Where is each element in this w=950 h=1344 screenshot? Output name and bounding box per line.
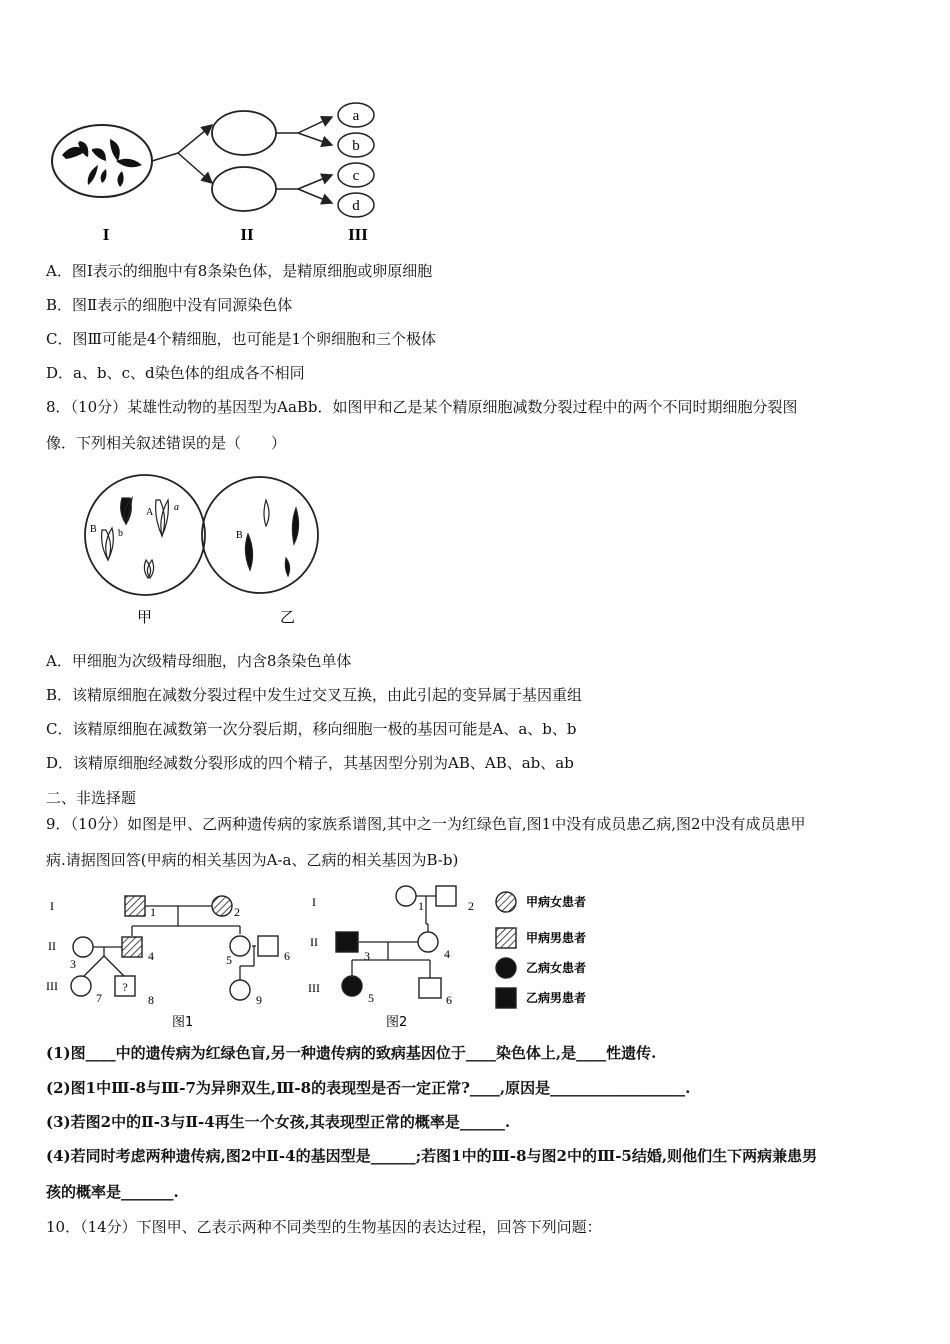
caption-fig2: 图2 xyxy=(386,1015,408,1030)
gene-label-a: a xyxy=(174,502,179,513)
gene-label-b: b xyxy=(118,528,123,539)
pedigree2-II-3 xyxy=(336,932,358,952)
q7-option-c: C．图Ⅲ可能是4个精细胞，也可能是1个卵细胞和三个极体 xyxy=(46,330,437,348)
num-4: 4 xyxy=(148,949,154,963)
q7-option-b: B．图Ⅱ表示的细胞中没有同源染色体 xyxy=(46,296,293,314)
unknown-mark: ? xyxy=(122,980,128,994)
num-5: 5 xyxy=(226,953,232,967)
pedigree1-I-1 xyxy=(125,896,145,916)
pedigree2-II-4 xyxy=(418,932,438,952)
cell-label-b: b xyxy=(352,138,360,154)
caption-yi: 乙 xyxy=(280,608,296,626)
caption-fig1: 图1 xyxy=(172,1015,194,1030)
legend-jia-female-symbol xyxy=(496,892,516,912)
q7-option-d: D．a、b、c、d染色体的组成各不相同 xyxy=(46,364,305,382)
legend-jia-male: 甲病男患者 xyxy=(526,931,587,945)
cell-jia xyxy=(85,475,205,595)
pedigree-2 xyxy=(306,880,486,1032)
pedigree1-II-3 xyxy=(73,937,93,957)
section-title: 二、非选择题 xyxy=(46,789,137,807)
num-9: 9 xyxy=(256,993,262,1007)
chromosomes-jia xyxy=(102,498,169,578)
stage-label-II: II xyxy=(240,225,254,244)
num-2: 2 xyxy=(234,905,240,919)
q9-stem-line2: 病.请据图回答(甲病的相关基因为A-a、乙病的相关基因为B-b) xyxy=(46,851,459,869)
num2-5: 5 xyxy=(368,991,374,1005)
legend-yi-female-symbol xyxy=(496,958,516,978)
q9-sub-1: (1)图____中的遗传病为红绿色盲,另一种遗传病的致病基因位于____染色体上,是____性遗传. xyxy=(46,1044,657,1062)
legend-jia-female: 甲病女患者 xyxy=(526,895,587,909)
pedigree1-III-9 xyxy=(230,980,250,1000)
chromosomes-yi xyxy=(245,500,298,576)
q8-option-b: B．该精原细胞在减数分裂过程中发生过交叉互换，由此引起的变异属于基因重组 xyxy=(46,686,583,704)
q9-sub-4-cont: 孩的概率是_______. xyxy=(46,1183,179,1201)
q9-stem-line1: 9．（10分）如图是甲、乙两种遗传病的家族系谱图,其中之一为红绿色盲,图1中没有成员患乙病,图2中没有成员患甲 xyxy=(46,815,806,833)
q8-stem-line1: 8．（10分）某雄性动物的基因型为AaBb．如图甲和乙是某个精原细胞减数分裂过程中的两个不同时期细胞分裂图 xyxy=(46,398,798,416)
num2-2: 2 xyxy=(468,899,474,913)
gen2-label-III: III xyxy=(308,981,320,995)
pedigree2-III-5 xyxy=(342,976,362,996)
stage-label-III: III xyxy=(348,225,368,244)
pedigree-legend xyxy=(488,882,618,1012)
gene-label-A: A xyxy=(146,507,154,518)
gen-label-I: I xyxy=(50,899,54,913)
legend-yi-male-symbol xyxy=(496,988,516,1008)
pedigree1-II-6 xyxy=(258,936,278,956)
caption-jia: 甲 xyxy=(137,608,153,626)
q8-stem-line2: 像．下列相关叙述错误的是（ ） xyxy=(46,434,287,452)
q10-stem: 10．（14分）下图甲、乙表示两种不同类型的生物基因的表达过程，回答下列问题： xyxy=(46,1218,602,1236)
pedigree-1 xyxy=(44,880,304,1032)
num2-6: 6 xyxy=(446,993,452,1007)
gen2-label-I: I xyxy=(312,895,316,909)
pedigree2-III-6 xyxy=(419,978,441,998)
cell-II-top xyxy=(212,111,276,155)
pedigree1-III-7 xyxy=(71,976,91,996)
gen-label-II: II xyxy=(48,939,56,953)
num2-1: 1 xyxy=(418,899,424,913)
pedigree1-II-4 xyxy=(122,937,142,957)
num-3: 3 xyxy=(70,957,76,971)
cell-label-d: d xyxy=(352,198,360,214)
cell-label-c: c xyxy=(352,168,360,184)
cell-I xyxy=(52,125,152,197)
legend-yi-female: 乙病女患者 xyxy=(526,961,587,975)
cell-division-figure xyxy=(80,470,320,630)
num-7: 7 xyxy=(96,991,102,1005)
q9-sub-2: (2)图1中Ⅲ-8与Ⅲ-7为异卵双生,Ⅲ-8的表现型是否一定正常?____,原因是__________________. xyxy=(46,1079,691,1097)
q9-sub-4: (4)若同时考虑两种遗传病,图2中Ⅱ-4的基因型是______;若图1中的Ⅲ-8与图2中的Ⅲ-5结婚,则他们生下两病兼患男 xyxy=(46,1147,818,1165)
q7-option-a: A．图Ⅰ表示的细胞中有8条染色体，是精原细胞或卵原细胞 xyxy=(46,262,433,280)
cell-label-a: a xyxy=(352,108,360,124)
q8-option-d: D．该精原细胞经减数分裂形成的四个精子，其基因型分别为AB、AB、ab、ab xyxy=(46,754,574,772)
q9-sub-3: (3)若图2中的Ⅱ-3与Ⅱ-4再生一个女孩,其表现型正常的概率是______. xyxy=(46,1113,511,1131)
q8-option-a: A．甲细胞为次级精母细胞，内含8条染色单体 xyxy=(46,652,352,670)
num2-3: 3 xyxy=(364,949,370,963)
num-6: 6 xyxy=(284,949,290,963)
q8-option-c: C．该精原细胞在减数第一次分裂后期，移向细胞一极的基因可能是A、a、b、b xyxy=(46,720,577,738)
pedigree2-I-1 xyxy=(396,886,416,906)
gen-label-III: III xyxy=(46,979,58,993)
legend-yi-male: 乙病男患者 xyxy=(526,991,587,1005)
stage-label-I: I xyxy=(102,225,110,244)
num2-4: 4 xyxy=(444,947,450,961)
gene-label-B: B xyxy=(90,524,97,535)
pedigree1-I-2 xyxy=(212,896,232,916)
legend-jia-male-symbol xyxy=(496,928,516,948)
chromosomes-cell-I xyxy=(62,139,142,187)
gene-label-B2: B xyxy=(236,530,243,541)
pedigree1-II-5 xyxy=(230,936,250,956)
pedigree2-I-2 xyxy=(436,886,456,906)
gen2-label-II: II xyxy=(310,935,318,949)
num-1: 1 xyxy=(150,905,156,919)
cell-II-bottom xyxy=(212,167,276,211)
cell-yi xyxy=(202,477,318,593)
num-8: 8 xyxy=(148,993,154,1007)
meiosis-figure xyxy=(40,95,390,245)
